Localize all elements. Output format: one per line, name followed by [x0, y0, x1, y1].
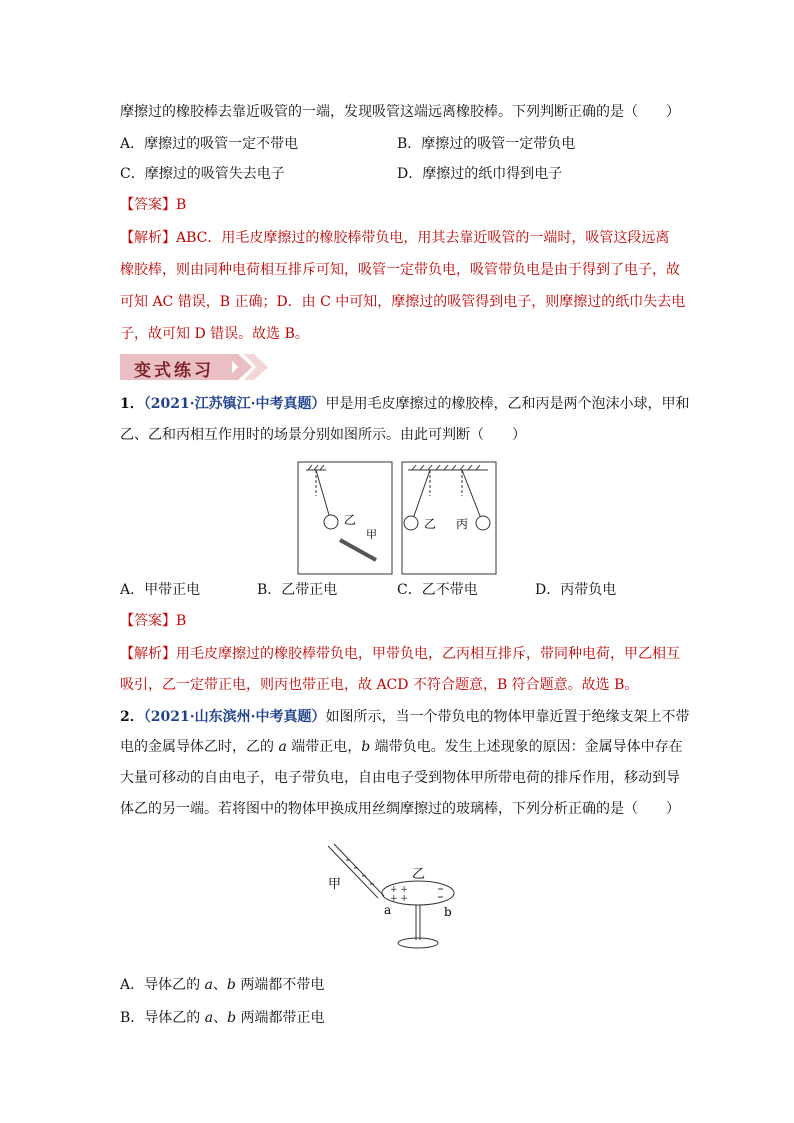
var-b: b	[226, 977, 236, 993]
answer-line	[120, 195, 680, 215]
answer-value: B	[176, 197, 187, 213]
analysis-text: ABC．用毛皮摩擦过的橡胶棒带负电，用其去靠近吸管的一端时，吸管这段远离	[176, 230, 670, 246]
option-text: 两端都不带电	[235, 977, 325, 993]
option-c: C．摩擦过的吸管失去电子	[120, 166, 285, 182]
q2-line3: 大量可移动的自由电子，电子带负电，自由电子受到物体甲所带电荷的排斥作用，移动到导	[120, 770, 680, 786]
var-b: b	[361, 739, 371, 755]
option-text: 两端都带正电	[236, 1010, 325, 1026]
q1-analysis-label: 【解析】	[120, 646, 176, 662]
q1-analysis-line: 吸引，乙一定带正电，则丙也带正电，故 ACD 不符合题意，B 符合题意。故选 B。	[120, 677, 639, 693]
analysis-line: 可知 AC 错误，B 正确；D．由 C 中可知，摩擦过的吸管得到电子，则摩擦过的纸巾失去电	[120, 294, 686, 310]
q2-line1	[120, 707, 690, 727]
q2-option-a	[120, 975, 324, 995]
q1-line1	[120, 394, 690, 414]
q2-number: 2．	[120, 709, 144, 725]
q1-option-c: C．乙不带电	[397, 582, 478, 598]
option-text: 、	[213, 1010, 228, 1026]
option-text: A．导体乙的	[120, 977, 205, 993]
option-text: B．导体乙的	[120, 1010, 205, 1026]
analysis-line	[120, 228, 680, 248]
var-a: a	[204, 1010, 214, 1026]
option-d: D．摩擦过的纸巾得到电子	[397, 166, 563, 182]
q1-option-b: B．乙带正电	[257, 582, 338, 598]
q2-text: 端带正电，	[286, 739, 362, 755]
section-tag-label: 变式练习	[134, 361, 214, 381]
label-yi: 乙	[344, 513, 357, 527]
q1-text: 甲是用毛皮摩擦过的橡胶棒，乙和丙是两个泡沫小球，甲和	[325, 396, 690, 412]
q1-figure	[296, 460, 498, 576]
option-b: B．摩擦过的吸管一定带负电	[397, 136, 576, 152]
var-a: a	[204, 977, 213, 993]
q1-answer-label: 【答案】	[120, 613, 176, 629]
q2-text: 电的金属导体乙时，乙的	[120, 739, 279, 755]
q1-line2: 乙、乙和丙相互作用时的场景分别如图所示。由此可判断（ ）	[120, 427, 526, 443]
q1-analysis-line	[120, 644, 680, 664]
q2-text: 如图所示，当一个带负电的物体甲靠近置于绝缘支架上不带	[325, 709, 690, 725]
q1-source: （2021·江苏镇江·中考真题）	[143, 396, 326, 412]
q2-line2	[120, 737, 683, 757]
q1-answer-line	[120, 611, 680, 631]
q2-source: （2021·山东滨州·中考真题）	[143, 709, 326, 725]
q1-number: 1．	[120, 396, 144, 412]
option-a: A．摩擦过的吸管一定不带电	[120, 136, 299, 152]
var-b: b	[227, 1010, 237, 1026]
analysis-line: 子，故可知 D 错误。故选 B。	[120, 326, 309, 342]
label-yi: 乙	[412, 867, 426, 882]
answer-label: 【答案】	[120, 197, 176, 213]
svg-text:+ +: + +	[390, 885, 408, 895]
label-bing: 丙	[456, 517, 469, 531]
question-text-line: 摩擦过的橡胶棒去靠近吸管的一端，发现吸管这端远离橡胶棒。下列判断正确的是（ ）	[120, 104, 680, 120]
q1-option-a: A．甲带正电	[120, 582, 201, 598]
label-jia: 甲	[366, 528, 377, 541]
label-a: a	[384, 903, 392, 917]
label-b: b	[444, 905, 452, 919]
section-tag	[120, 352, 270, 382]
chevron-arrows-icon	[226, 352, 274, 382]
q1-answer-value: B	[176, 613, 187, 629]
label-jia: 甲	[328, 877, 342, 892]
svg-text:+ +: + +	[390, 894, 408, 904]
q1-analysis-text: 用毛皮摩擦过的橡胶棒带负电，甲带负电，乙丙相互排斥，带同种电荷，甲乙相互	[176, 646, 680, 662]
analysis-line: 橡胶棒，则由同种电荷相互排斥可知，吸管一定带负电，吸管带负电是由于得到了电子，故	[120, 262, 680, 278]
q2-text: 端带负电。发生上述现象的原因：金属导体中存在	[370, 739, 683, 755]
q2-option-b	[120, 1008, 325, 1028]
var-a: a	[278, 739, 287, 755]
q2-figure	[320, 842, 470, 954]
option-text: 、	[212, 977, 227, 993]
label-yi-2: 乙	[424, 517, 437, 531]
q1-option-d: D．丙带负电	[535, 582, 617, 598]
q2-line4: 体乙的另一端。若将图中的物体甲换成用丝绸摩擦过的玻璃棒，下列分析正确的是（ ）	[120, 801, 680, 817]
analysis-label: 【解析】	[120, 230, 176, 246]
